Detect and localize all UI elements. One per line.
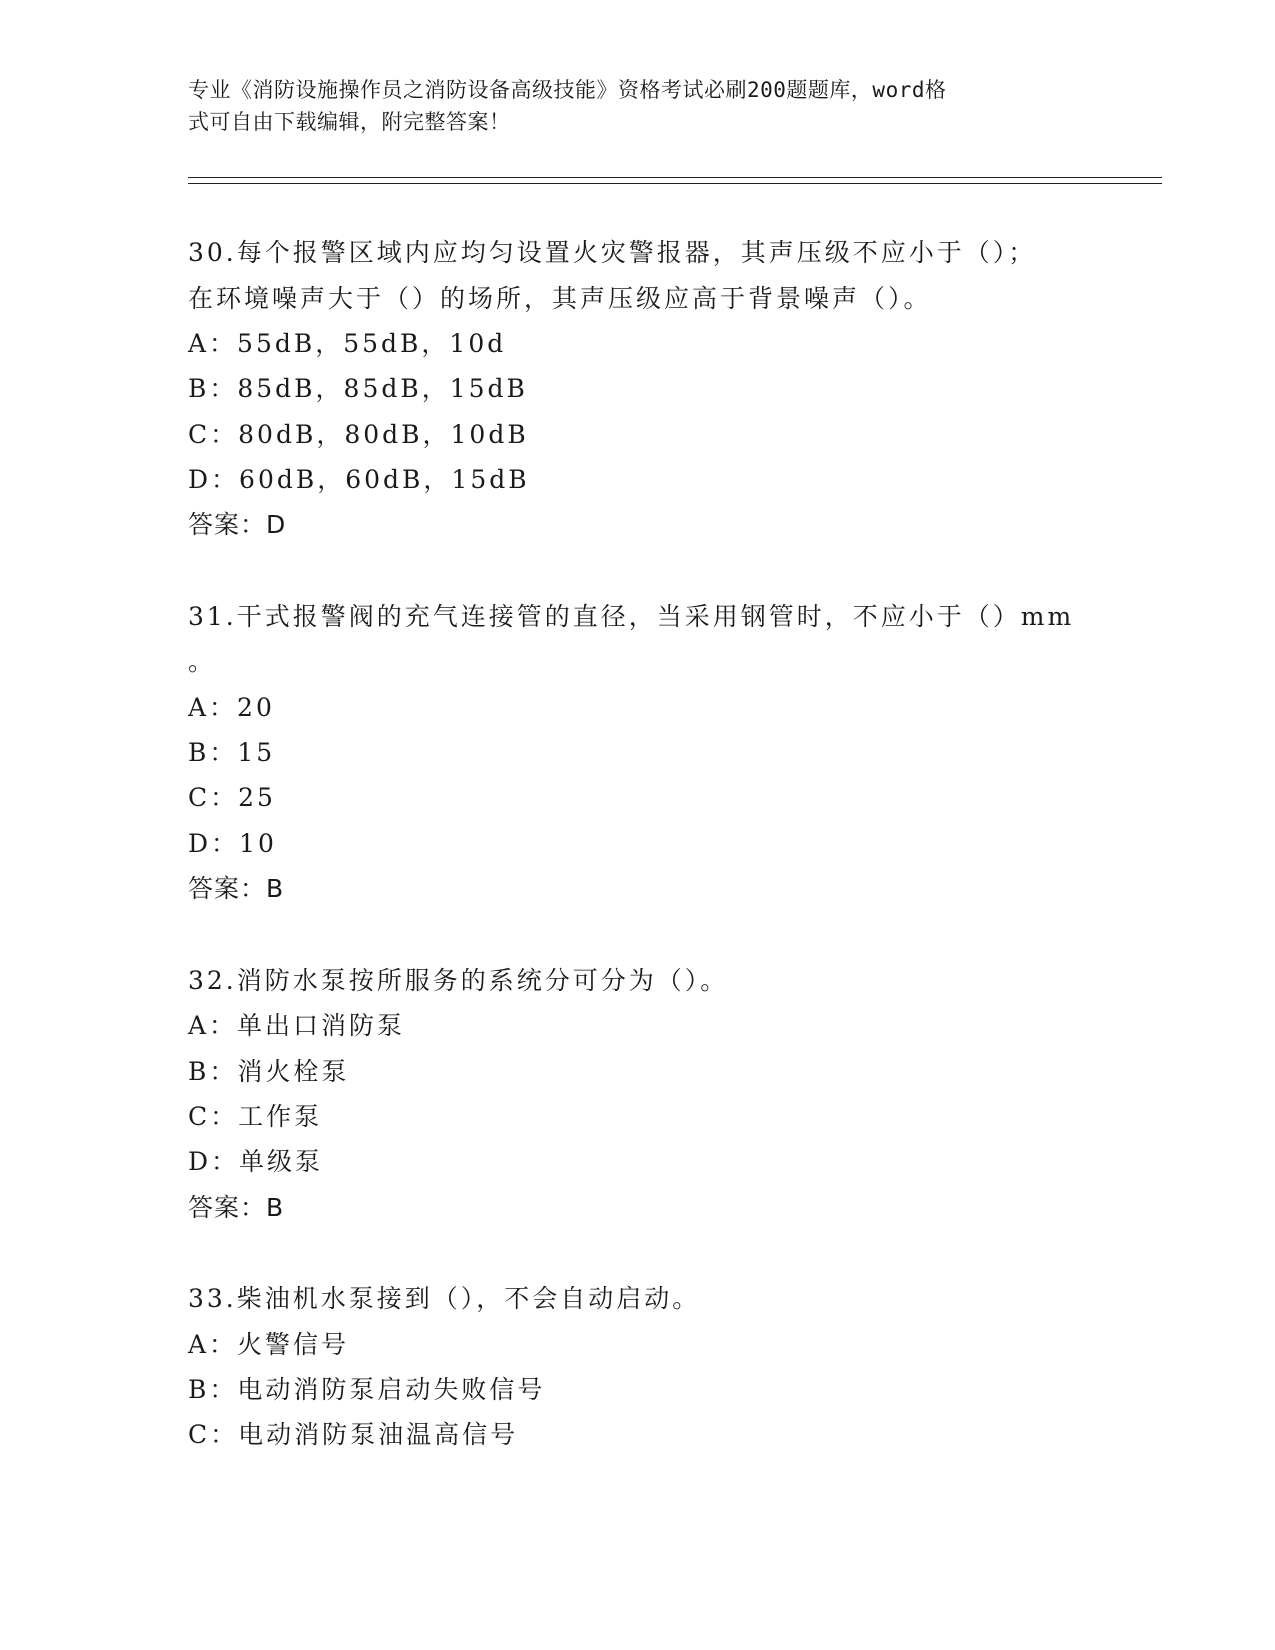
header-line-2: 式可自由下载编辑，附完整答案！ (188, 110, 511, 134)
question-32-option-d: D：单级泵 (188, 1147, 324, 1176)
header-line-1: 专业《消防设施操作员之消防设备高级技能》资格考试必刷200题题库，word格 (188, 78, 947, 102)
question-30-stem-line-2: 在环境噪声大于（）的场所，其声压级应高于背景噪声（）。 (188, 284, 932, 313)
question-31-answer: 答案：B (188, 874, 285, 903)
document-header (188, 74, 1088, 138)
question-33-option-a: A：火警信号 (188, 1330, 350, 1359)
question-30-option-c: C：80dB，80dB，10dB (188, 420, 529, 449)
question-32-option-a: A：单出口消防泵 (188, 1011, 406, 1040)
question-32-answer: 答案：B (188, 1193, 285, 1222)
question-30-answer: 答案：D (188, 510, 287, 539)
question-31-stem-line-1: 31.干式报警阀的充气连接管的直径，当采用钢管时，不应小于（）mm (188, 602, 1075, 631)
header-divider-bottom (188, 183, 1162, 184)
question-33-option-b: B：电动消防泵启动失败信号 (188, 1375, 546, 1404)
question-31-option-c: C：25 (188, 783, 276, 812)
question-33-option-c: C：电动消防泵油温高信号 (188, 1420, 519, 1449)
header-divider-top (188, 177, 1162, 178)
question-30-stem-line-1: 30.每个报警区域内应均匀设置火灾警报器，其声压级不应小于（）； (188, 238, 1037, 267)
question-33-stem: 33.柴油机水泵接到（），不会自动启动。 (188, 1284, 701, 1313)
question-30-option-d: D：60dB，60dB，15dB (188, 465, 530, 494)
question-30-option-b: B：85dB，85dB，15dB (188, 374, 528, 403)
question-31-option-a: A：20 (188, 693, 275, 722)
question-31-option-d: D：10 (188, 829, 277, 858)
question-32-option-c: C：工作泵 (188, 1102, 323, 1131)
question-31-stem-line-2: 。 (188, 647, 217, 676)
question-31-option-b: B：15 (188, 738, 276, 767)
question-30-option-a: A：55dB，55dB，10d (188, 329, 507, 358)
question-32-option-b: B：消火栓泵 (188, 1057, 350, 1086)
question-32-stem: 32.消防水泵按所服务的系统分可分为（）。 (188, 966, 729, 995)
